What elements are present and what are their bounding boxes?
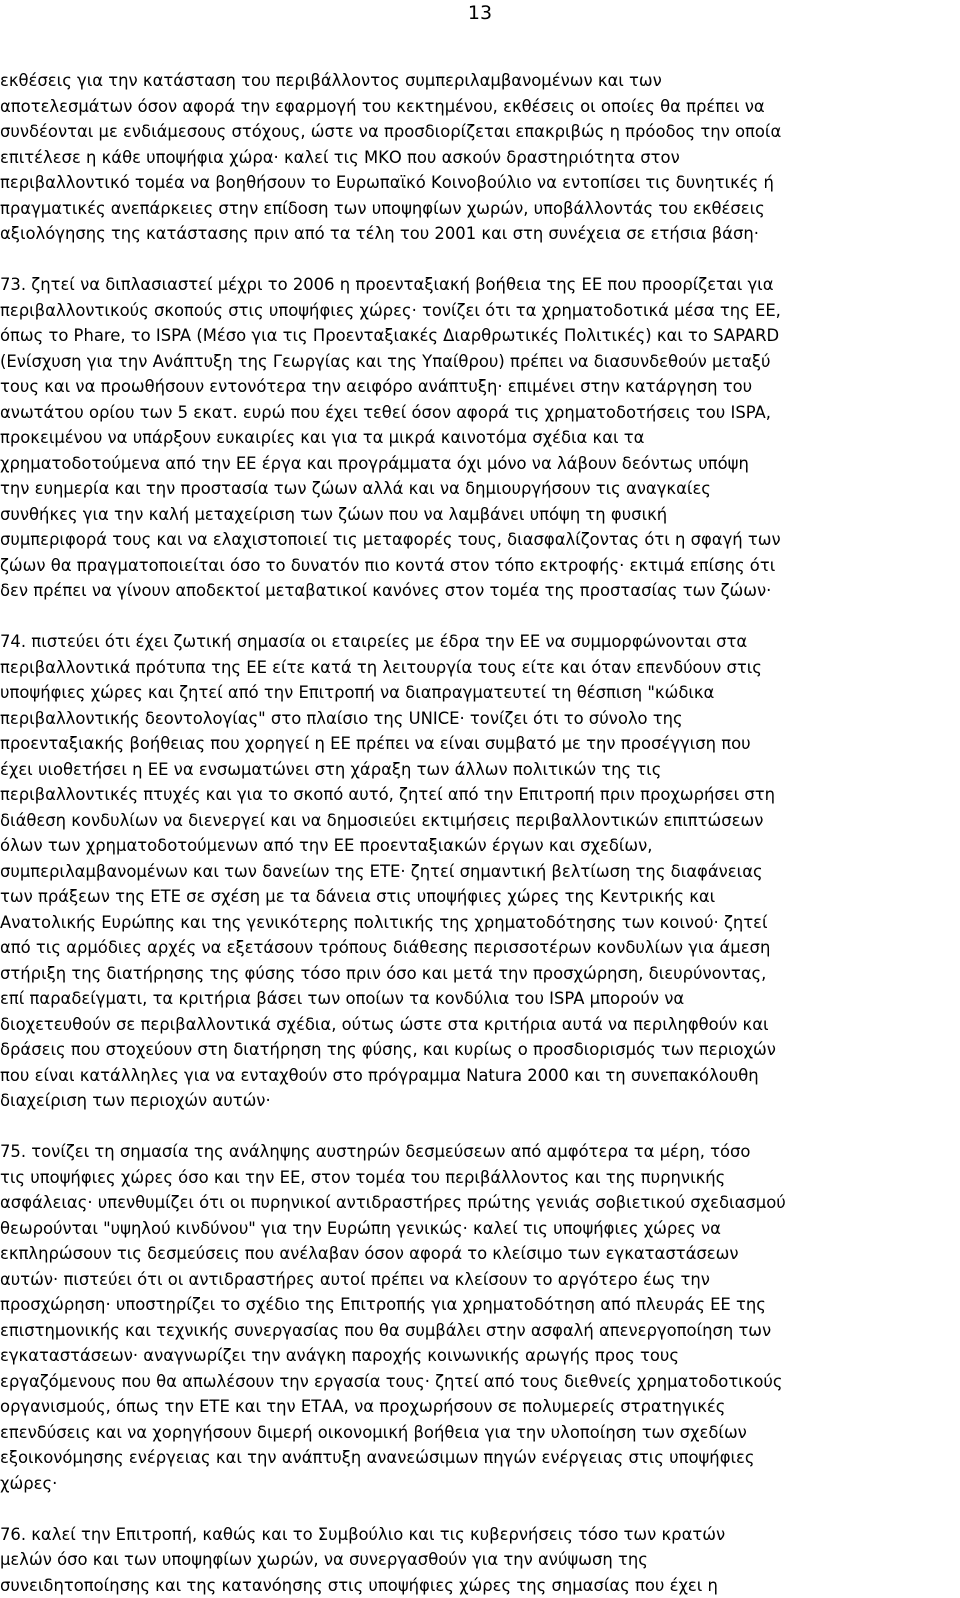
paragraph-continuation: εκθέσεις για την κατάσταση του περιβάλλοντος συμπεριλαμβανομένων και των αποτελεσμάτων όσον αφορά την εφαρμογή του κεκτημένου, εκθέσεις οι οποίες θα πρέπει να συνδέονται με ενδιάμεσους στόχους, ώστε να προσδιορίζεται επακριβώς η πρόοδος την οποία επιτέλεσε η κάθε υποψήφια χώρα· καλεί τις ΜΚΟ που ασκούν δραστηριότητα στον περιβαλλοντικό τομέα να βοηθήσουν το Ευρωπαϊκό Κοινοβούλιο να εντοπίσει τις δυνητικές ή πραγματικές ανεπάρκειες στην επίδοση των υποψηφίων χωρών, υποβάλλοντάς του εκθέσεις αξιολόγησης της κατάστασης πριν από τα τέλη του 2001 και στη συνέχεια σε ετήσια βάση·: [0, 68, 953, 247]
paragraph-73: 73. ζητεί να διπλασιαστεί μέχρι το 2006 η προενταξιακή βοήθεια της ΕΕ που προορίζεται για περιβαλλοντικούς σκοπούς στις υποψήφιες χώρες· τονίζει ότι τα χρηματοδοτικά μέσα της ΕΕ, όπως το Phare, το ISPA (Μέσο για τις Προενταξιακές Διαρθρωτικές Πολιτικές) και το SAPARD (Ενίσχυση για την Ανάπτυξη της Γεωργίας και της Υπαίθρου) πρέπει να διασυνδεθούν μεταξύ τους και να προωθήσουν εντονότερα την αειφόρο ανάπτυξη· επιμένει στην κατάργηση του ανωτάτου ορίου των 5 εκατ. ευρώ που έχει τεθεί όσον αφορά τις χρηματοδοτήσεις του ISPA, προκειμένου να υπάρξουν ευκαιρίες και για τα μικρά καινοτόμα σχέδια και τα χρηματοδοτούμενα από την ΕΕ έργα και προγράμματα όχι μόνο να λάβουν δεόντως υπόψη την ευημερία και την προστασία των ζώων αλλά και να δημιουργήσουν τις αναγκαίες συνθήκες για την καλή μεταχείριση των ζώων που να λαμβάνει υπόψη τη φυσική συμπεριφορά τους και να ελαχιστοποιεί τις μεταφορές τους, διασφαλίζοντας ότι η σφαγή των ζώων θα πραγματοποιείται όσο το δυνατόν πιο κοντά στον τόπο εκτροφής· εκτιμά επίσης ότι δεν πρέπει να γίνουν αποδεκτοί μεταβατικοί κανόνες στον τομέα της προστασίας των ζώων·: [0, 272, 953, 604]
paragraph-76: 76. καλεί την Επιτροπή, καθώς και το Συμβούλιο και τις κυβερνήσεις τόσο των κρατών μελών όσο και των υποψηφίων χωρών, να συνεργασθούν για την ανύψωση της συνειδητοποίησης και της κατανόησης στις υποψήφιες χώρες της σημασίας που έχει η: [0, 1522, 953, 1598]
paragraph-75: 75. τονίζει τη σημασία της ανάληψης αυστηρών δεσμεύσεων από αμφότερα τα μέρη, τόσο τις υποψήφιες χώρες όσο και την ΕΕ, στον τομέα του περιβάλλοντος και της πυρηνικής ασφάλειας· υπενθυμίζει ότι οι πυρηνικοί αντιδραστήρες πρώτης γενιάς σοβιετικού σχεδιασμού θεωρούνται "υψηλού κινδύνου" για την Ευρώπη γενικώς· καλεί τις υποψήφιες χώρες να εκπληρώσουν τις δεσμεύσεις που ανέλαβαν όσον αφορά το κλείσιμο των εγκαταστάσεων αυτών· πιστεύει ότι οι αντιδραστήρες αυτοί πρέπει να κλείσουν το αργότερο έως την προσχώρηση· υποστηρίζει το σχέδιο της Επιτροπής για χρηματοδότηση από πλευράς ΕΕ της επιστημονικής και τεχνικής συνεργασίας που θα συμβάλει στην ασφαλή απενεργοποίηση των εγκαταστάσεων· αναγνωρίζει την ανάγκη παροχής κοινωνικής αρωγής προς τους εργαζόμενους που θα απωλέσουν την εργασία τους· ζητεί από τους διεθνείς χρηματοδοτικούς οργανισμούς, όπως την ΕΤΕ και την ΕΤΑΑ, να προχωρήσουν σε πολυμερείς στρατηγικές επενδύσεις και να χορηγήσουν διμερή οικονομική βοήθεια για την υλοποίηση των σχεδίων εξοικονόμησης ενέργειας και την ανάπτυξη ανανεώσιμων πηγών ενέργειας στις υποψήφιες χώρες·: [0, 1139, 953, 1496]
paragraph-74: 74. πιστεύει ότι έχει ζωτική σημασία οι εταιρείες με έδρα την ΕΕ να συμμορφώνονται στα περιβαλλοντικά πρότυπα της ΕΕ είτε κατά τη λειτουργία τους είτε και όταν επενδύουν στις υποψήφιες χώρες και ζητεί από την Επιτροπή να διαπραγματευτεί τη θέσπιση "κώδικα περιβαλλοντικής δεοντολογίας" στο πλαίσιο της UNICE· τονίζει ότι το σύνολο της προενταξιακής βοήθειας που χορηγεί η ΕΕ πρέπει να είναι συμβατό με την προσέγγιση που έχει υιοθετήσει η ΕΕ να ενσωματώνει στη χάραξη των άλλων πολιτικών της τις περιβαλλοντικές πτυχές και για το σκοπό αυτό, ζητεί από την Επιτροπή πριν προχωρήσει στη διάθεση κονδυλίων να διενεργεί και να δημοσιεύει εκτιμήσεις περιβαλλοντικών επιπτώσεων όλων των χρηματοδοτούμενων από την ΕΕ προενταξιακών έργων και σχεδίων, συμπεριλαμβανομένων και των δανείων της ΕΤΕ· ζητεί σημαντική βελτίωση της διαφάνειας των πράξεων της ΕΤΕ σε σχέση με τα δάνεια στις υποψήφιες χώρες της Κεντρικής και Ανατολικής Ευρώπης και της γενικότερης πολιτικής της χρηματοδότησης των κοινού· ζητεί από τις αρμόδιες αρχές να εξετάσουν τρόπους διάθεσης περισσοτέρων κονδυλίων για άμεση στήριξη της διατήρησης της φύσης τόσο πριν όσο και μετά την προσχώρηση, διευρύνοντας, επί παραδείγματι, τα κριτήρια βάσει των οποίων τα κονδύλια του ISPA μπορούν να διοχετευθούν σε περιβαλλοντικά σχέδια, ούτως ώστε στα κριτήρια αυτά να περιληφθούν και δράσεις που στοχεύουν στη διατήρηση της φύσης, και κυρίως ο προσδιορισμός των περιοχών που είναι κατάλληλες για να ενταχθούν στο πρόγραμμα Natura 2000 και τη συνεπακόλουθη διαχείριση των περιοχών αυτών·: [0, 629, 953, 1114]
document-body: [0, 68, 953, 1598]
page-number: 13: [0, 2, 960, 24]
